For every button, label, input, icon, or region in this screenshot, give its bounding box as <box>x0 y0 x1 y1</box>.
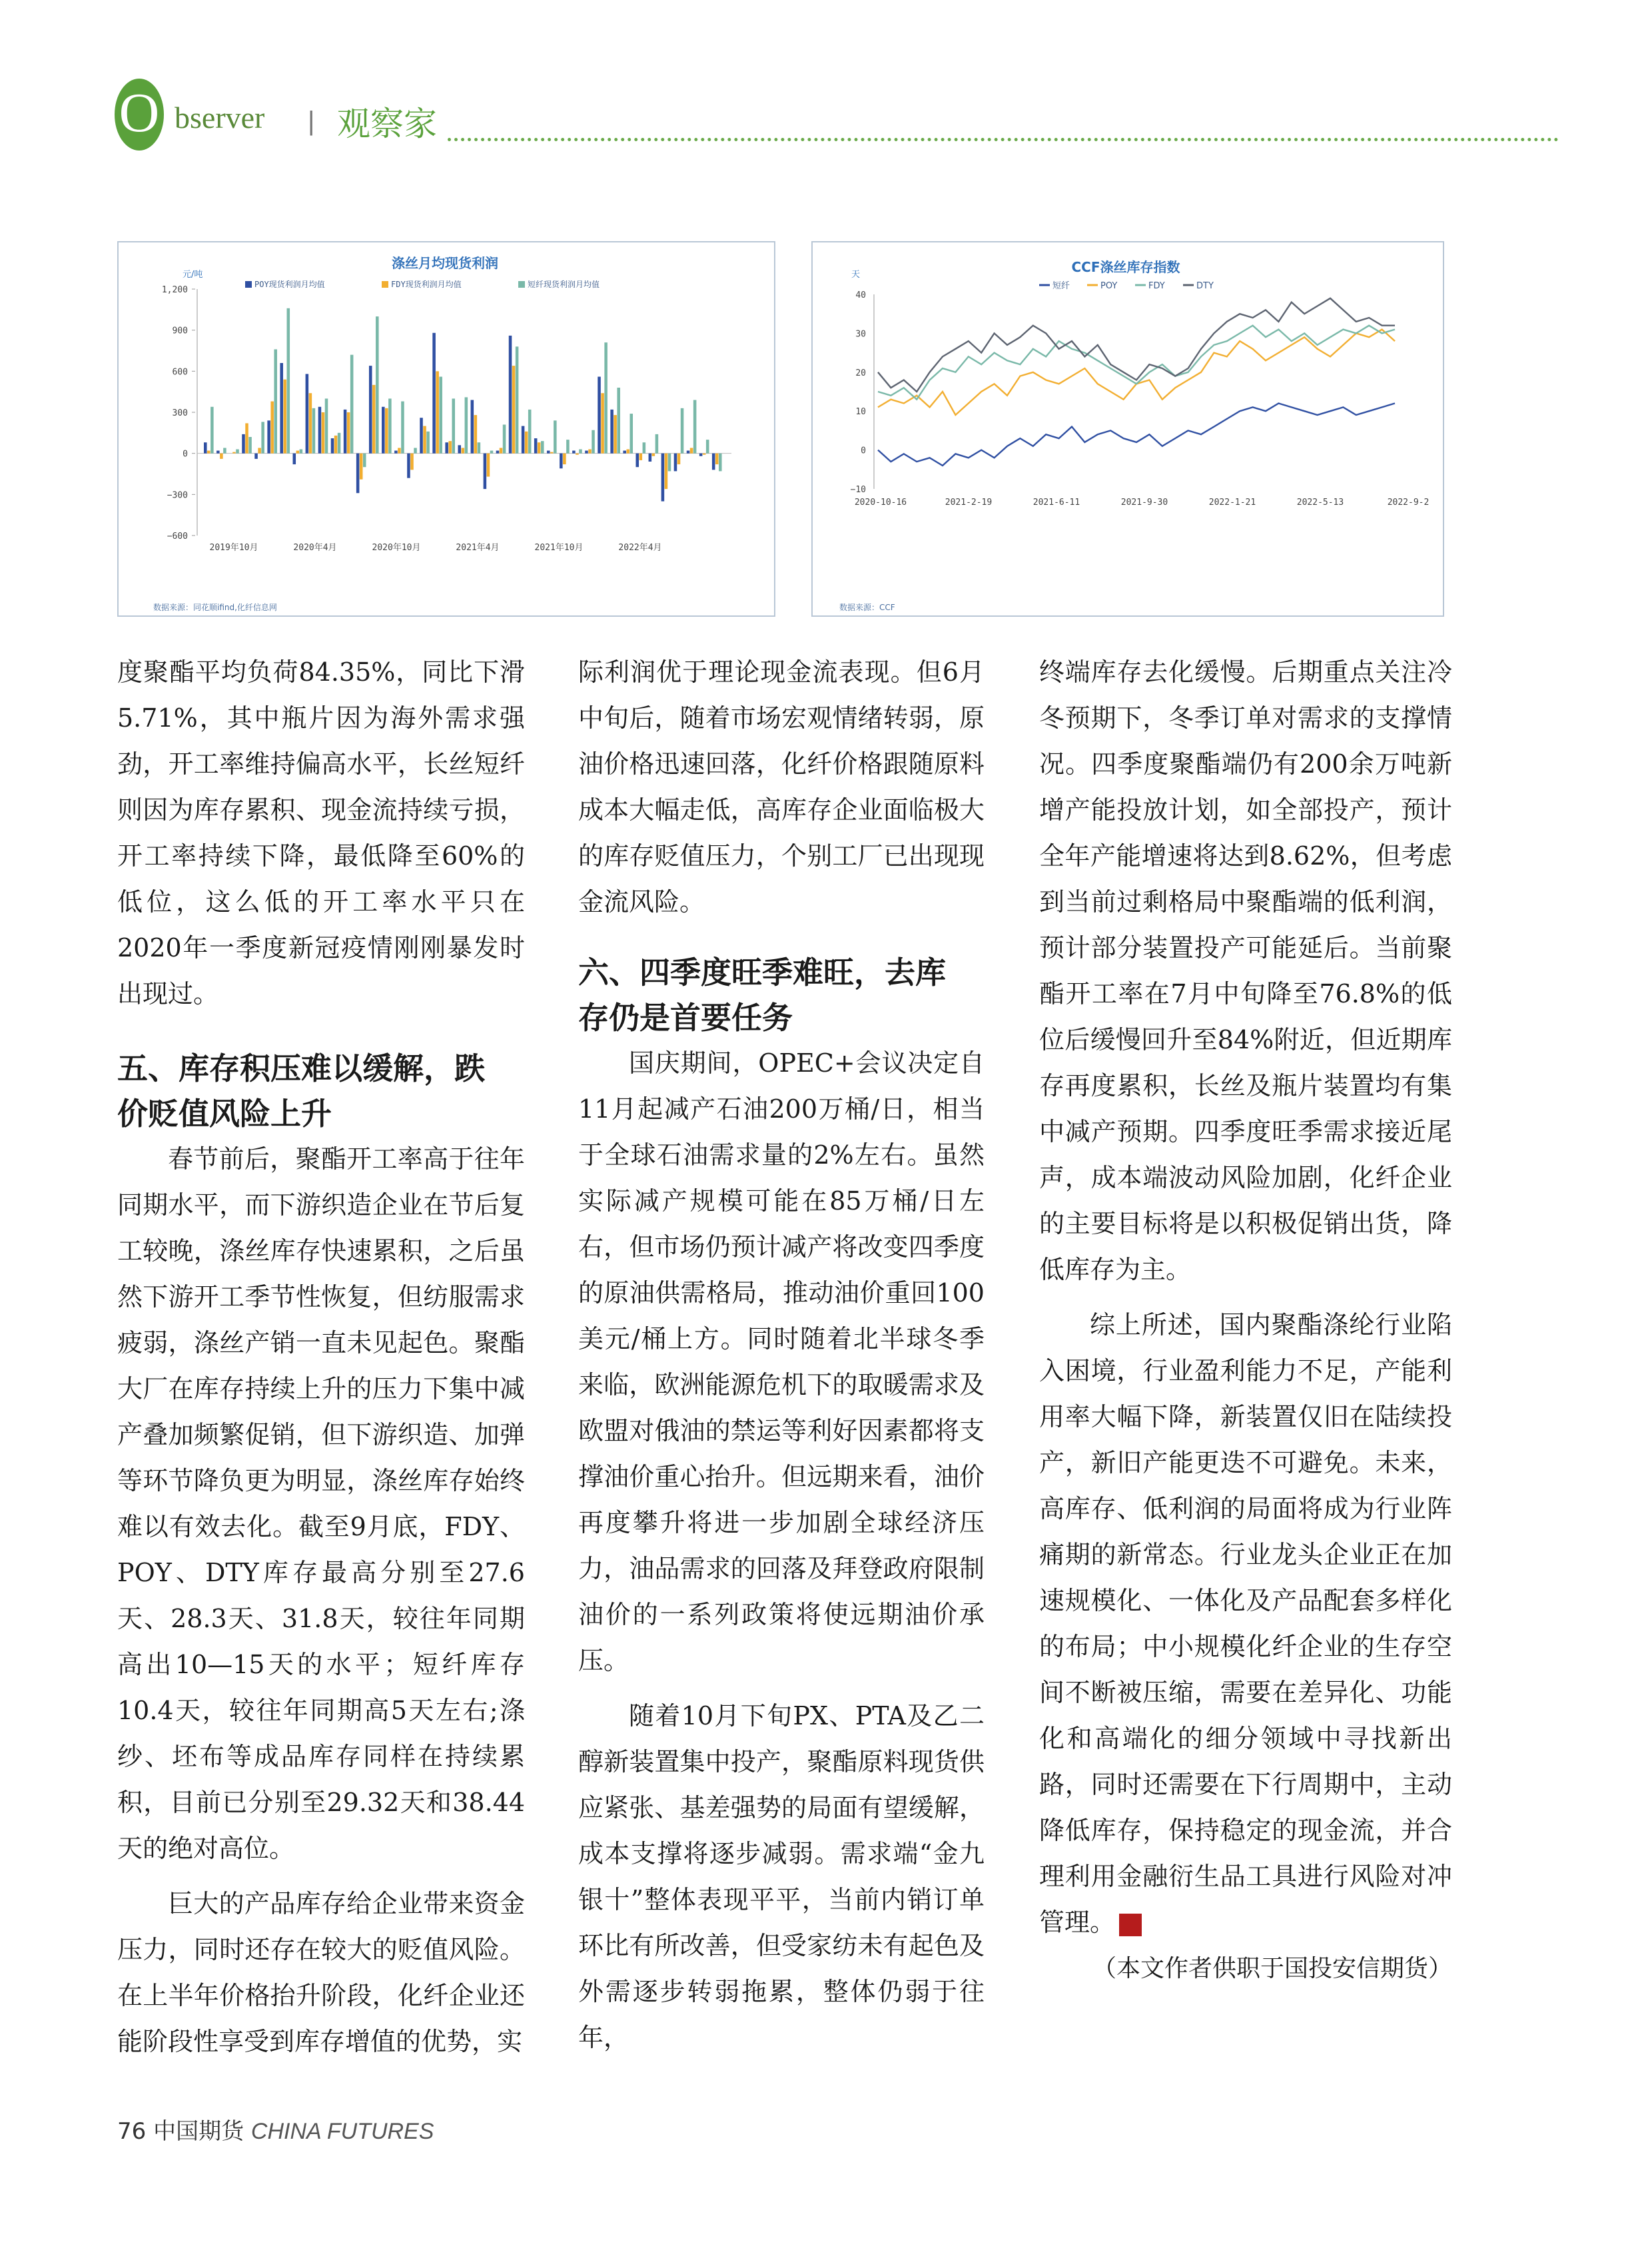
x-tick-label: 2021年4月 <box>456 543 500 553</box>
x-tick-label: 2022年4月 <box>618 543 662 553</box>
bar <box>681 408 684 454</box>
chart-title: CCF涤丝库存指数 <box>1071 259 1180 275</box>
chart-profit-svg <box>119 242 774 615</box>
bar <box>410 454 414 470</box>
bar <box>652 454 655 456</box>
heading-line: 六、四季度旺季难旺，去库 <box>578 954 946 990</box>
heading-line: 五、库存积压难以缓解，跌 <box>117 1050 485 1086</box>
x-tick-label: 2020年4月 <box>293 543 337 553</box>
bar <box>538 442 541 453</box>
bar <box>478 442 481 453</box>
bar <box>398 448 401 453</box>
bar <box>588 450 592 454</box>
bar <box>344 410 347 454</box>
bar <box>703 454 706 455</box>
bar <box>369 366 372 454</box>
y-tick-label: 300 <box>172 408 188 418</box>
y-axis-unit: 天 <box>851 270 861 280</box>
chart-profit <box>117 241 775 617</box>
bar <box>248 437 252 454</box>
bar <box>706 440 709 454</box>
chart-inventory-svg <box>813 242 1443 615</box>
bar <box>356 454 360 494</box>
bar <box>509 336 512 454</box>
x-tick-label: 2021-6-11 <box>1032 498 1080 508</box>
paragraph: 巨大的产品库存给企业带来资金压力，同时还存在较大的贬值风险。在上半年价格抬升阶段，化纤企业还能阶段性享受到库存增值的优势，实 <box>117 1889 525 2056</box>
y-tick-label: 40 <box>855 290 866 300</box>
x-tick-label: 2020-10-16 <box>854 498 907 508</box>
bar <box>423 426 426 454</box>
bar <box>629 414 633 454</box>
bar <box>296 451 300 454</box>
bar <box>293 454 296 464</box>
bar <box>554 420 557 453</box>
bar <box>401 402 404 454</box>
header-logo-o: O <box>115 79 164 151</box>
bar <box>258 448 261 453</box>
article-column-2 <box>578 649 985 2061</box>
bar <box>563 454 566 464</box>
y-tick-label: 30 <box>855 329 866 340</box>
bar <box>674 454 677 472</box>
x-tick-label: 2021年10月 <box>534 543 584 553</box>
bar <box>445 442 448 453</box>
x-tick-label: 2022-1-21 <box>1208 498 1256 508</box>
bar <box>601 393 604 453</box>
bar <box>220 454 223 459</box>
bar <box>338 433 341 454</box>
bar <box>665 454 668 489</box>
legend-label: 短纤现货利润月均值 <box>528 280 600 289</box>
x-tick-label: 2020年10月 <box>372 543 421 553</box>
legend-label: FDY现货利润月均值 <box>391 280 462 289</box>
legend-label: POY现货利润月均值 <box>254 280 325 289</box>
bar <box>420 418 423 453</box>
bar <box>334 436 338 454</box>
bar <box>712 454 715 470</box>
bar <box>547 451 550 454</box>
bar <box>394 451 398 454</box>
y-tick-label: −300 <box>167 490 188 501</box>
bar <box>604 342 608 454</box>
bar <box>474 415 478 454</box>
bar <box>687 451 690 454</box>
bar <box>487 454 490 477</box>
y-tick-label: −10 <box>850 485 866 495</box>
bar <box>490 451 494 454</box>
y-tick-label: 0 <box>183 449 188 460</box>
bar <box>512 366 516 454</box>
bar <box>484 454 487 489</box>
bar <box>452 398 455 453</box>
legend-swatch <box>518 281 525 288</box>
bar <box>280 363 283 454</box>
bar <box>534 438 538 454</box>
bar <box>623 451 626 454</box>
bar <box>309 393 312 453</box>
bar <box>598 377 601 454</box>
bar <box>503 425 506 454</box>
x-tick-label: 2022-9-2 <box>1387 498 1430 508</box>
bar <box>347 412 350 454</box>
y-tick-label: −600 <box>167 532 188 542</box>
magazine-name: 中国期货 <box>153 2118 244 2145</box>
bar <box>541 441 544 454</box>
chart-title: 涤丝月均现货利润 <box>392 255 498 271</box>
bar <box>407 454 410 478</box>
paragraph: 际利润优于理论现金流表现。但6月中旬后，随着市场宏观情绪转弱，原油价格迅速回落，化纤价格跟随原料成本大幅走低，高库存企业面临极大的库存贬值压力，个别工厂已出现现金流风险。 <box>578 657 985 917</box>
bar <box>614 415 617 454</box>
bar <box>388 398 392 453</box>
author-note: （本文作者供职于国投安信期货） <box>1092 1955 1452 1982</box>
bar <box>635 454 639 468</box>
bar <box>610 410 614 454</box>
bar <box>719 454 722 472</box>
legend-label: FDY <box>1148 281 1165 291</box>
bar <box>360 454 363 480</box>
y-tick-label: 20 <box>855 368 866 378</box>
heading-line: 价贬值风险上升 <box>117 1096 332 1132</box>
bar <box>270 402 274 454</box>
bar <box>550 452 554 454</box>
bar <box>639 454 643 460</box>
section-heading-5 <box>117 1046 525 1136</box>
bar <box>592 430 595 454</box>
bar <box>363 454 366 468</box>
bar <box>223 448 226 453</box>
bar <box>626 450 629 454</box>
bar <box>274 349 277 453</box>
bar <box>283 380 286 454</box>
x-tick-label: 2021-2-19 <box>945 498 993 508</box>
bar <box>715 454 719 464</box>
bar <box>496 451 500 454</box>
bar <box>677 454 681 464</box>
bar <box>516 346 519 453</box>
bar <box>232 452 236 454</box>
article-column-1 <box>117 649 525 2065</box>
bar <box>566 440 570 454</box>
y-axis-unit: 元/吨 <box>183 270 203 280</box>
paragraph: 度聚酯平均负荷84.35%，同比下滑5.71%，其中瓶片因为海外需求强劲，开工率维持偏高水平，长丝短纤则因为库存累积、现金流持续亏损，开工率持续下降，最低降至60%的低位，这么低的开工率水平只在2020年一季度新冠疫情刚刚暴发时出现过。 <box>117 657 525 1008</box>
end-seal-icon: 田 <box>1119 1914 1142 1936</box>
legend-swatch <box>382 281 388 288</box>
paragraph: 终端库存去化缓慢。后期重点关注冷冬预期下，冬季订单对需求的支撑情况。四季度聚酯端仍有200余万吨新增产能投放计划，如全部投产，预计全年产能增速将达到8.62%，但考虑到当前过剩格局中聚酯端的低利润，预计部分装置投产可能延后。当前聚酯开工率在7月中旬降至76.8%的低位后缓慢回升至84%附近，但近期库存再度累积，长丝及瓶片装置均有集中减产预期。四季度旺季需求接近尾声，成本端波动风险加剧，化纤企业的主要目标将是以积极促销出货，降低库存为主。 <box>1039 657 1452 1284</box>
y-tick-label: 900 <box>172 326 188 336</box>
bar <box>500 448 503 453</box>
bar <box>306 374 309 453</box>
bar <box>699 454 703 456</box>
bar <box>643 442 646 453</box>
legend-label: 短纤 <box>1052 281 1070 291</box>
bar <box>579 450 582 454</box>
bar <box>261 422 264 453</box>
paragraph-text: 综上所述，国内聚酯涤纶行业陷入困境，行业盈利能力不足，产能利用率大幅下降，新装置仅旧在陆续投产，新旧产能更迭不可避免。未来，高库存、低利润的局面将成为行业阵痛期的新常态。行业龙头企业正在加速规模化、一体化及产品配套多样化的布局；中小规模化纤企业的生存空间不断被压缩，需要在差异化、功能化和高端化的细分领域中寻找新出路，同时还需要在下行周期中，主动降低库存，保持稳定的现金流，并合理利用金融衍生品工具进行风险对冲管理。 <box>1039 1310 1452 1937</box>
bar <box>287 308 290 454</box>
heading-line: 存仍是首要任务 <box>578 1000 793 1036</box>
bar <box>458 445 461 453</box>
bar <box>432 333 436 454</box>
bar <box>525 432 528 454</box>
bar <box>414 448 417 453</box>
bar <box>325 398 328 453</box>
x-tick-label: 2019年10月 <box>209 543 258 553</box>
bar <box>350 355 354 454</box>
bar <box>448 441 452 454</box>
bar <box>382 407 385 454</box>
y-tick-label: 600 <box>172 367 188 378</box>
y-tick-label: 1,200 <box>161 285 188 295</box>
bar <box>426 432 430 454</box>
bar <box>649 454 652 462</box>
bar <box>668 454 671 472</box>
bar <box>655 434 659 454</box>
x-tick-label: 2021-9-30 <box>1120 498 1168 508</box>
bar <box>576 454 579 455</box>
paragraph: 随着10月下旬PX、PTA及乙二醇新装置集中投产，聚酯原料现货供应紧张、基差强势的局面有望缓解，成本支撑将逐步减弱。需求端“金九银十”整体表现平平，当前内销订单环比有所改善，但受家纺未有起色及外需逐步转弱拖累，整体仍弱于往年， <box>578 1701 985 2052</box>
bar <box>693 400 697 454</box>
legend-label: POY <box>1100 281 1118 291</box>
bar <box>585 451 588 454</box>
bar <box>376 316 379 454</box>
legend-label: DTY <box>1196 281 1214 291</box>
bar <box>439 377 442 454</box>
bar <box>690 448 693 453</box>
bar <box>245 423 248 453</box>
bar <box>462 448 465 453</box>
bar <box>372 385 376 454</box>
paragraph: 春节前后，聚酯开工率高于往年同期水平，而下游织造企业在节后复工较晚，涤丝库存快速累积，之后虽然下游开工季节性恢复，但纺服需求疲弱，涤丝产销一直未见起色。聚酯大厂在库存持续上升的压力下集中减产叠加频繁促销，但下游织造、加弹等环节降负更为明显，涤丝库存始终难以有效去化。截至9月底，FDY、POY、DTY库存最高分别至27.6天、28.3天、31.8天，较往年同期高出10—15天的水平；短纤库存10.4天，较往年同期高5天左右;涤纱、坯布等成品库存同样在持续累积，目前已分别至29.32天和38.44天的绝对高位。 <box>117 1144 525 1863</box>
page-footer <box>117 2113 434 2145</box>
paragraph <box>1039 1302 1452 1946</box>
chart-source: 数据来源：CCF <box>839 603 895 612</box>
legend-swatch <box>245 281 252 288</box>
page-number: 76 <box>117 2118 147 2145</box>
bar <box>528 410 532 454</box>
header-section-title: 观察家 <box>337 105 437 143</box>
paragraph: 国庆期间，OPEC+会议决定自11月起减产石油200万桶/日，相当于全球石油需求量的2%左右。虽然实际减产规模可能在85万桶/日左右，但市场仍预计减产将改变四季度的原油供需格局，推动油价重回100美元/桶上方。同时随着北半球冬季来临，欧洲能源危机下的取暖需求及欧盟对俄油的禁运等利好因素都将支撑油价重心抬升。但远期来看，油价再度攀升将进一步加剧全球经济压力，油品需求的回落及拜登政府限制油价的一系列政策将使远期油价承压。 <box>578 1048 985 1675</box>
bar <box>207 451 210 454</box>
series-line <box>878 326 1395 400</box>
bar <box>254 454 258 459</box>
bar <box>661 454 665 502</box>
y-tick-label: 10 <box>855 407 866 418</box>
series-line <box>878 404 1395 466</box>
section-heading-6 <box>578 950 985 1040</box>
chart-source: 数据来源：同花顺ifind,化纤信息网 <box>153 603 277 612</box>
bar <box>331 438 334 454</box>
magazine-name-en: CHINA FUTURES <box>250 2119 434 2144</box>
bar <box>572 451 576 454</box>
bar <box>560 454 563 469</box>
bar <box>617 388 620 454</box>
article-column-3 <box>1039 649 1452 1992</box>
bar <box>436 371 439 453</box>
bar <box>242 434 245 454</box>
header-observer-word: bserver <box>175 101 265 135</box>
bar <box>210 407 214 454</box>
bar <box>204 442 207 453</box>
bar <box>322 412 325 454</box>
bar <box>300 450 303 454</box>
bar <box>312 408 316 454</box>
bar <box>236 450 239 454</box>
bar <box>318 407 322 454</box>
y-tick-label: 0 <box>861 446 866 456</box>
header-separator: | <box>308 107 315 136</box>
bar <box>522 426 525 454</box>
bar <box>385 408 388 454</box>
header-dotted-rule <box>448 138 1559 141</box>
bar <box>465 397 468 453</box>
bar <box>471 400 474 454</box>
bar <box>267 420 270 453</box>
bar <box>216 451 220 454</box>
chart-inventory <box>811 241 1444 617</box>
x-tick-label: 2022-5-13 <box>1296 498 1344 508</box>
